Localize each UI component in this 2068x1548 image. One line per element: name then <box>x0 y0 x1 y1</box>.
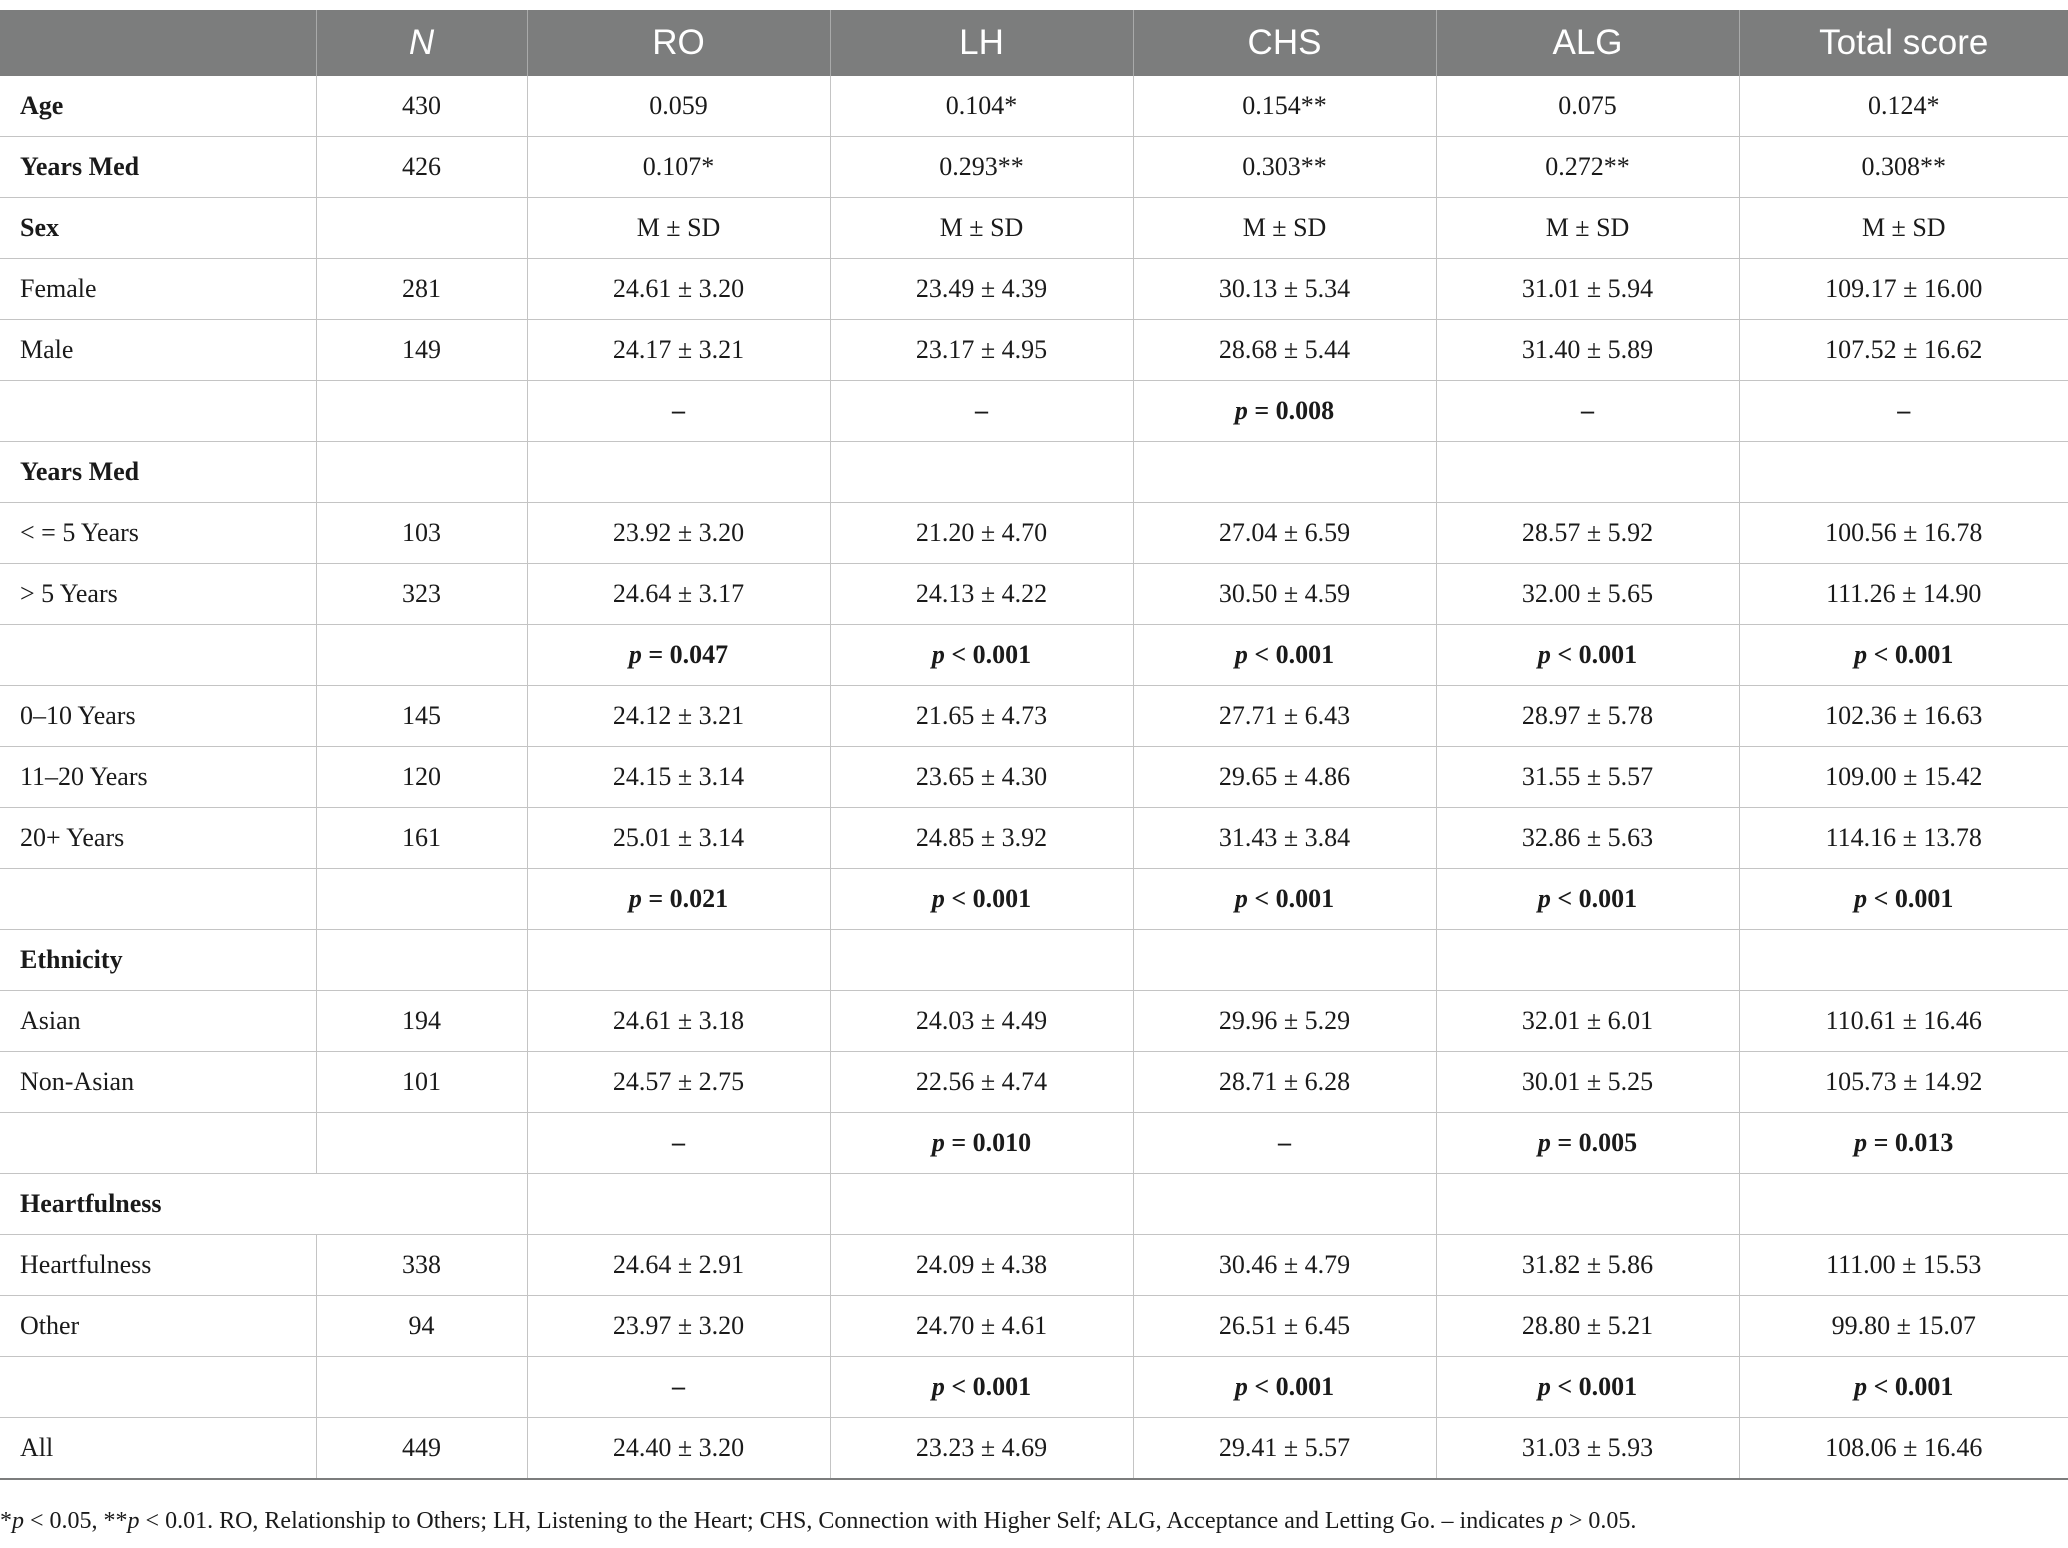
table-cell: p < 0.001 <box>1436 625 1739 686</box>
table-cell <box>1133 1174 1436 1235</box>
table-cell: 31.82 ± 5.86 <box>1436 1235 1739 1296</box>
table-cell: 161 <box>316 808 527 869</box>
header-cell-total: Total score <box>1739 10 2068 76</box>
table-cell: 149 <box>316 320 527 381</box>
table-cell: p = 0.005 <box>1436 1113 1739 1174</box>
table-cell: p = 0.008 <box>1133 381 1436 442</box>
table-cell: 25.01 ± 3.14 <box>527 808 830 869</box>
row-label: Heartfulness <box>0 1235 316 1296</box>
row-label: Non-Asian <box>0 1052 316 1113</box>
header-cell-alg: ALG <box>1436 10 1739 76</box>
table-cell: 30.46 ± 4.79 <box>1133 1235 1436 1296</box>
p-symbol: p <box>1234 884 1248 913</box>
table-cell: p < 0.001 <box>830 1357 1133 1418</box>
table-cell: 23.97 ± 3.20 <box>527 1296 830 1357</box>
table-cell: – <box>1739 381 2068 442</box>
table-cell: – <box>830 381 1133 442</box>
table-cell: p = 0.010 <box>830 1113 1133 1174</box>
table-cell: 23.92 ± 3.20 <box>527 503 830 564</box>
table-row <box>0 564 2068 625</box>
table-cell: 0.059 <box>527 76 830 137</box>
table-cell: 24.15 ± 3.14 <box>527 747 830 808</box>
header-cell-chs: CHS <box>1133 10 1436 76</box>
table-cell: 108.06 ± 16.46 <box>1739 1418 2068 1480</box>
table-row <box>0 137 2068 198</box>
table-cell: 111.00 ± 15.53 <box>1739 1235 2068 1296</box>
table-cell <box>830 1174 1133 1235</box>
table-cell: 31.01 ± 5.94 <box>1436 259 1739 320</box>
table-cell: 111.26 ± 14.90 <box>1739 564 2068 625</box>
table-cell: 0.075 <box>1436 76 1739 137</box>
table-cell: p < 0.001 <box>1739 625 2068 686</box>
p-symbol: p <box>1234 1372 1248 1401</box>
table-cell <box>316 930 527 991</box>
header-cell-label <box>0 10 316 76</box>
table-cell: – <box>1436 381 1739 442</box>
table-cell: p < 0.001 <box>1436 1357 1739 1418</box>
row-label <box>0 869 316 930</box>
row-label: > 5 Years <box>0 564 316 625</box>
table-cell: 449 <box>316 1418 527 1480</box>
table-row <box>0 930 2068 991</box>
table-cell: 21.65 ± 4.73 <box>830 686 1133 747</box>
table-cell: 0.104* <box>830 76 1133 137</box>
table-cell: 23.23 ± 4.69 <box>830 1418 1133 1480</box>
table-cell: p < 0.001 <box>1739 869 2068 930</box>
table-cell <box>527 442 830 503</box>
table-cell <box>316 1357 527 1418</box>
row-label <box>0 1357 316 1418</box>
header-cell-lh: LH <box>830 10 1133 76</box>
table-cell: 426 <box>316 137 527 198</box>
table-cell: 24.40 ± 3.20 <box>527 1418 830 1480</box>
table-cell: 24.03 ± 4.49 <box>830 991 1133 1052</box>
table-cell: p < 0.001 <box>1133 625 1436 686</box>
table-cell: 24.17 ± 3.21 <box>527 320 830 381</box>
row-label: Heartfulness <box>0 1174 527 1235</box>
table-cell: 29.41 ± 5.57 <box>1133 1418 1436 1480</box>
table-cell: 109.00 ± 15.42 <box>1739 747 2068 808</box>
table-cell <box>316 442 527 503</box>
table-cell: 24.12 ± 3.21 <box>527 686 830 747</box>
table-cell: 23.49 ± 4.39 <box>830 259 1133 320</box>
table-cell: – <box>527 1357 830 1418</box>
table-cell: p < 0.001 <box>1133 1357 1436 1418</box>
row-label <box>0 1113 316 1174</box>
table-row <box>0 1113 2068 1174</box>
p-symbol: p <box>1854 1372 1868 1401</box>
table-cell: 0.154** <box>1133 76 1436 137</box>
table-cell <box>316 869 527 930</box>
header-row <box>0 10 2068 76</box>
table-cell: 28.71 ± 6.28 <box>1133 1052 1436 1113</box>
table-cell <box>1133 930 1436 991</box>
table-cell: 32.86 ± 5.63 <box>1436 808 1739 869</box>
table-cell: 27.04 ± 6.59 <box>1133 503 1436 564</box>
table-cell: 23.65 ± 4.30 <box>830 747 1133 808</box>
table-cell: 105.73 ± 14.92 <box>1739 1052 2068 1113</box>
table-row <box>0 747 2068 808</box>
table-cell: 100.56 ± 16.78 <box>1739 503 2068 564</box>
table-cell: – <box>527 381 830 442</box>
table-row <box>0 1235 2068 1296</box>
table-cell <box>316 1113 527 1174</box>
header-cell-n: N <box>316 10 527 76</box>
table-row <box>0 686 2068 747</box>
p-symbol: p <box>1854 884 1868 913</box>
table-cell: 323 <box>316 564 527 625</box>
row-label: 11–20 Years <box>0 747 316 808</box>
table-body <box>0 76 2068 1479</box>
table-row <box>0 76 2068 137</box>
table-cell: 24.64 ± 3.17 <box>527 564 830 625</box>
table-cell: 30.50 ± 4.59 <box>1133 564 1436 625</box>
table-cell: M ± SD <box>1133 198 1436 259</box>
table-cell: 30.13 ± 5.34 <box>1133 259 1436 320</box>
table-cell <box>316 381 527 442</box>
table-cell: 24.09 ± 4.38 <box>830 1235 1133 1296</box>
table-cell: p < 0.001 <box>830 625 1133 686</box>
table-cell: 430 <box>316 76 527 137</box>
table-cell: p = 0.047 <box>527 625 830 686</box>
table-cell: 338 <box>316 1235 527 1296</box>
table-cell: M ± SD <box>527 198 830 259</box>
row-label: Sex <box>0 198 316 259</box>
table-row <box>0 1174 2068 1235</box>
table-cell <box>1436 930 1739 991</box>
table-cell: 194 <box>316 991 527 1052</box>
table-cell: 24.85 ± 3.92 <box>830 808 1133 869</box>
table-cell: 0.293** <box>830 137 1133 198</box>
table-row <box>0 991 2068 1052</box>
table-cell: 30.01 ± 5.25 <box>1436 1052 1739 1113</box>
table-cell: 32.00 ± 5.65 <box>1436 564 1739 625</box>
table-cell: 114.16 ± 13.78 <box>1739 808 2068 869</box>
table-cell: 94 <box>316 1296 527 1357</box>
row-label: Years Med <box>0 137 316 198</box>
results-table <box>0 10 2068 1480</box>
table-cell: 28.57 ± 5.92 <box>1436 503 1739 564</box>
table-cell <box>1436 442 1739 503</box>
p-symbol: p <box>931 640 945 669</box>
table-cell: p < 0.001 <box>1133 869 1436 930</box>
table-cell: – <box>1133 1113 1436 1174</box>
table-cell: p = 0.013 <box>1739 1113 2068 1174</box>
table-row <box>0 259 2068 320</box>
row-label <box>0 625 316 686</box>
header-cell-ro: RO <box>527 10 830 76</box>
table-row <box>0 625 2068 686</box>
row-label: Female <box>0 259 316 320</box>
table-cell: 99.80 ± 15.07 <box>1739 1296 2068 1357</box>
table-cell: 29.65 ± 4.86 <box>1133 747 1436 808</box>
table-cell: 120 <box>316 747 527 808</box>
table-cell: 31.43 ± 3.84 <box>1133 808 1436 869</box>
table-cell: M ± SD <box>1436 198 1739 259</box>
p-symbol: p <box>1234 640 1248 669</box>
table-cell: p < 0.001 <box>1436 869 1739 930</box>
table-cell <box>830 442 1133 503</box>
table-cell: 24.70 ± 4.61 <box>830 1296 1133 1357</box>
table-row <box>0 198 2068 259</box>
p-symbol: p <box>628 640 642 669</box>
row-label <box>0 381 316 442</box>
table-cell: 281 <box>316 259 527 320</box>
p-symbol: p <box>1537 640 1551 669</box>
table-cell: 145 <box>316 686 527 747</box>
table-cell: – <box>527 1113 830 1174</box>
row-label: Other <box>0 1296 316 1357</box>
table-cell: M ± SD <box>830 198 1133 259</box>
table-footnote: *p < 0.05, **p < 0.01. RO, Relationship to Others; LH, Listening to the Heart; CHS, Connection with Higher Self; ALG, Acceptance and Letting Go. – indicates p > 0.05. <box>0 1508 1637 1534</box>
table-cell: 32.01 ± 6.01 <box>1436 991 1739 1052</box>
table-row <box>0 503 2068 564</box>
row-label: Male <box>0 320 316 381</box>
table-cell: 28.97 ± 5.78 <box>1436 686 1739 747</box>
table-cell: 31.40 ± 5.89 <box>1436 320 1739 381</box>
row-label: Age <box>0 76 316 137</box>
table-cell: 21.20 ± 4.70 <box>830 503 1133 564</box>
p-symbol: p <box>628 884 642 913</box>
table-row <box>0 808 2068 869</box>
table-cell: 29.96 ± 5.29 <box>1133 991 1436 1052</box>
table-cell: 24.61 ± 3.18 <box>527 991 830 1052</box>
table-cell <box>1133 442 1436 503</box>
table-cell: 101 <box>316 1052 527 1113</box>
table-cell: 24.61 ± 3.20 <box>527 259 830 320</box>
table-cell: 0.272** <box>1436 137 1739 198</box>
table-row <box>0 1357 2068 1418</box>
table-cell: p < 0.001 <box>830 869 1133 930</box>
table-cell: 103 <box>316 503 527 564</box>
table-cell: 28.68 ± 5.44 <box>1133 320 1436 381</box>
table-row <box>0 1418 2068 1480</box>
table-cell <box>830 930 1133 991</box>
table-cell: 24.64 ± 2.91 <box>527 1235 830 1296</box>
table-cell: 24.13 ± 4.22 <box>830 564 1133 625</box>
table-cell: 24.57 ± 2.75 <box>527 1052 830 1113</box>
row-label: < = 5 Years <box>0 503 316 564</box>
row-label: 0–10 Years <box>0 686 316 747</box>
row-label: All <box>0 1418 316 1480</box>
table-cell <box>1739 442 2068 503</box>
table-cell: 0.308** <box>1739 137 2068 198</box>
table-cell: 0.124* <box>1739 76 2068 137</box>
table-cell: 0.303** <box>1133 137 1436 198</box>
p-symbol: p <box>1537 884 1551 913</box>
p-symbol: p <box>1854 1128 1868 1157</box>
table-cell: 110.61 ± 16.46 <box>1739 991 2068 1052</box>
table-cell: M ± SD <box>1739 198 2068 259</box>
p-symbol: p <box>931 884 945 913</box>
p-symbol: p <box>931 1128 945 1157</box>
table-cell: 109.17 ± 16.00 <box>1739 259 2068 320</box>
table-cell: 26.51 ± 6.45 <box>1133 1296 1436 1357</box>
table-row <box>0 1296 2068 1357</box>
table-cell: 31.03 ± 5.93 <box>1436 1418 1739 1480</box>
table-cell: 31.55 ± 5.57 <box>1436 747 1739 808</box>
p-symbol: p <box>1854 640 1868 669</box>
table-cell <box>527 1174 830 1235</box>
table-cell <box>1436 1174 1739 1235</box>
table-cell: p < 0.001 <box>1739 1357 2068 1418</box>
table-cell: p = 0.021 <box>527 869 830 930</box>
table-row <box>0 320 2068 381</box>
p-symbol: p <box>1537 1372 1551 1401</box>
table-cell: 0.107* <box>527 137 830 198</box>
table-cell <box>527 930 830 991</box>
table-row <box>0 442 2068 503</box>
table-cell: 23.17 ± 4.95 <box>830 320 1133 381</box>
table-cell: 28.80 ± 5.21 <box>1436 1296 1739 1357</box>
table-row <box>0 381 2068 442</box>
table-cell <box>1739 930 2068 991</box>
table-cell <box>316 198 527 259</box>
table-cell: 27.71 ± 6.43 <box>1133 686 1436 747</box>
table-cell <box>1739 1174 2068 1235</box>
table-cell: 102.36 ± 16.63 <box>1739 686 2068 747</box>
row-label: Asian <box>0 991 316 1052</box>
table-row <box>0 869 2068 930</box>
p-symbol: p <box>931 1372 945 1401</box>
p-symbol: p <box>1537 1128 1551 1157</box>
row-label: Years Med <box>0 442 316 503</box>
table-cell: 22.56 ± 4.74 <box>830 1052 1133 1113</box>
table-row <box>0 1052 2068 1113</box>
table-cell: 107.52 ± 16.62 <box>1739 320 2068 381</box>
row-label: 20+ Years <box>0 808 316 869</box>
row-label: Ethnicity <box>0 930 316 991</box>
p-symbol: p <box>1234 396 1248 425</box>
table-cell <box>316 625 527 686</box>
